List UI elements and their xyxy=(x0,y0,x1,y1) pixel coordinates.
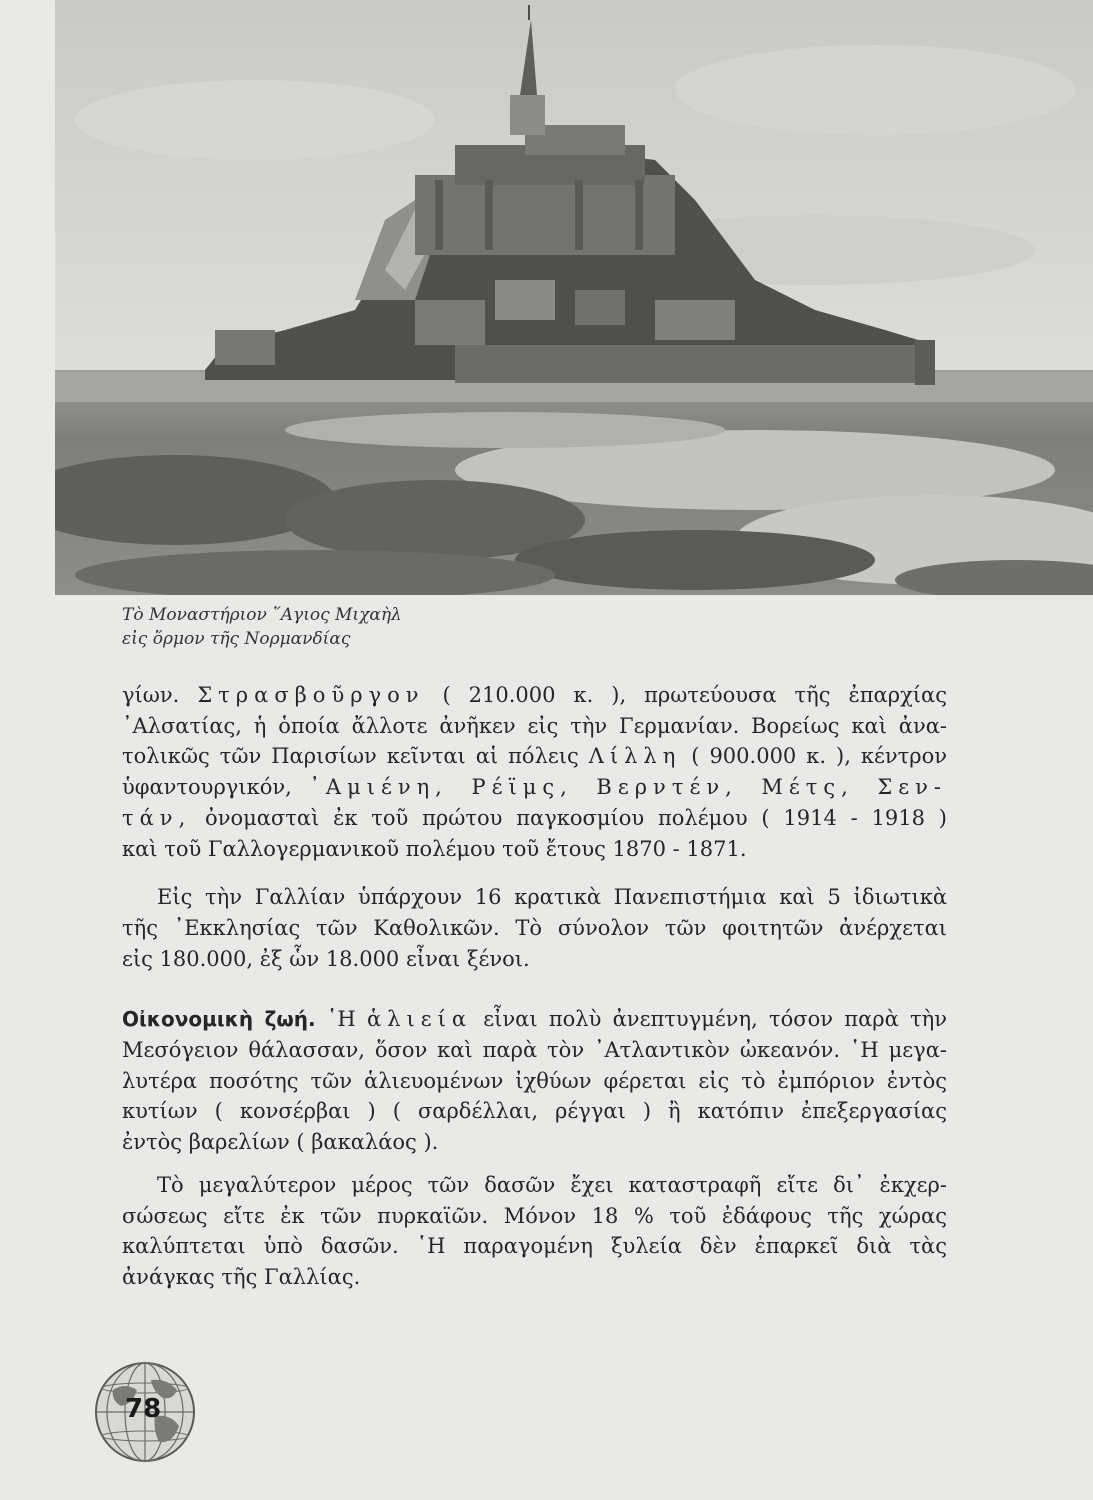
text-line: κυτίων ( κονσέρβαι ) ( σαρδέλλαι, ρέγγαι ) ἢ κατόπιν ἐπεξεργασίας xyxy=(122,1099,947,1124)
text-line: καὶ τοῦ Γαλλογερμανικοῦ πολέμου τοῦ ἔτους 1870 - 1871. xyxy=(122,836,747,861)
text-line xyxy=(122,1004,947,1035)
text-line: τῆς ᾿Εκκλησίας τῶν Καθολικῶν. Τὸ σύνολον τῶν φοιτητῶν ἀνέρχεται xyxy=(122,915,947,940)
text-fragment: ( 900.000 κ. ), κέντρον xyxy=(681,744,947,769)
paragraph-forests xyxy=(122,1170,947,1293)
photo-mont-saint-michel xyxy=(55,0,1093,595)
text-line: λυτέρα ποσότης τῶν ἁλιευομένων ἰχθύων φέρεται εἰς τὸ ἐμπόριον ἐντὸς xyxy=(122,1068,947,1093)
text-fragment: εἶναι πολὺ ἀνεπτυγμένη, τόσον παρὰ τὴν xyxy=(472,1007,948,1032)
text-line xyxy=(122,741,947,772)
text-line: ᾿Αλσατίας, ἡ ὁποία ἄλλοτε ἀνῆκεν εἰς τὴν Γερμανίαν. Βορείως καὶ ἀνα- xyxy=(122,713,947,738)
caption-line: Τὸ Μοναστήριον ῞Αγιος Μιχαὴλ xyxy=(122,605,402,625)
caption-line: εἰς ὅρμον τῆς Νορμανδίας xyxy=(122,629,351,649)
text-line xyxy=(122,803,947,834)
paragraph-cities xyxy=(122,680,947,864)
text-line: Εἰς τὴν Γαλλίαν ὑπάρχουν 16 κρατικὰ Πανεπιστήμια καὶ 5 ἰδιωτικὰ xyxy=(157,885,947,910)
text-line: σώσεως εἴτε ἐκ τῶν πυρκαϊῶν. Μόνον 18 % τοῦ ἐδάφους τῆς χώρας xyxy=(122,1203,947,1228)
photo-caption xyxy=(122,603,402,651)
section-heading: Οἰκονομικὴ ζωή. xyxy=(122,1007,316,1032)
text-line: καλύπτεται ὑπὸ δασῶν. ῾Η παραγομένη ξυλεία δὲν ἐπαρκεῖ διὰ τὰς xyxy=(122,1234,947,1259)
city-name-lille: Λίλλη xyxy=(588,744,682,769)
body-text xyxy=(122,680,947,1293)
page-number: 78 xyxy=(125,1394,162,1424)
text-fragment: ὑφαντουργικόν, xyxy=(122,775,310,800)
text-line: εἰς 180.000, ἐξ ὧν 18.000 εἶναι ξένοι. xyxy=(122,946,530,971)
text-fragment: ( 210.000 κ. ), πρωτεύουσα τῆς ἐπαρχίας xyxy=(424,683,947,707)
text-line: ἀνάγκας τῆς Γαλλίας. xyxy=(122,1264,361,1289)
paragraph-economy xyxy=(122,1004,947,1158)
text-line xyxy=(122,772,947,803)
city-names: ᾿Αμιένη, Ρέϊμς, Βερντέν, Μέτς, Σεν- xyxy=(309,775,947,800)
text-line: Μεσόγειον θάλασσαν, ὅσον καὶ παρὰ τὸν ᾿Ατλαντικὸν ὠκεανόν. ῾Η μεγα- xyxy=(122,1038,947,1063)
text-fragment: γίων. xyxy=(122,683,198,707)
text-fragment: τολικῶς τῶν Παρισίων κεῖνται αἱ πόλεις xyxy=(122,744,589,769)
text-fragment: ὀνομασταὶ ἐκ τοῦ πρώτου παγκοσμίου πολέμου ( 1914 - 1918 ) xyxy=(191,805,947,830)
text-line: Τὸ μεγαλύτερον μέρος τῶν δασῶν ἔχει καταστραφῆ εἴτε δι᾿ ἐκχερ- xyxy=(157,1172,947,1197)
term-fishing: ἁλιεία xyxy=(367,1007,473,1032)
text-line: ἐντὸς βαρελίων ( βακαλάος ). xyxy=(122,1130,439,1155)
city-name-sedan: τάν, xyxy=(122,805,192,830)
text-line xyxy=(122,680,947,711)
city-name-strasbourg: Στρασβοῦργον xyxy=(197,683,425,707)
text-fragment: ῾Η xyxy=(315,1007,367,1032)
paragraph-universities xyxy=(122,882,947,974)
